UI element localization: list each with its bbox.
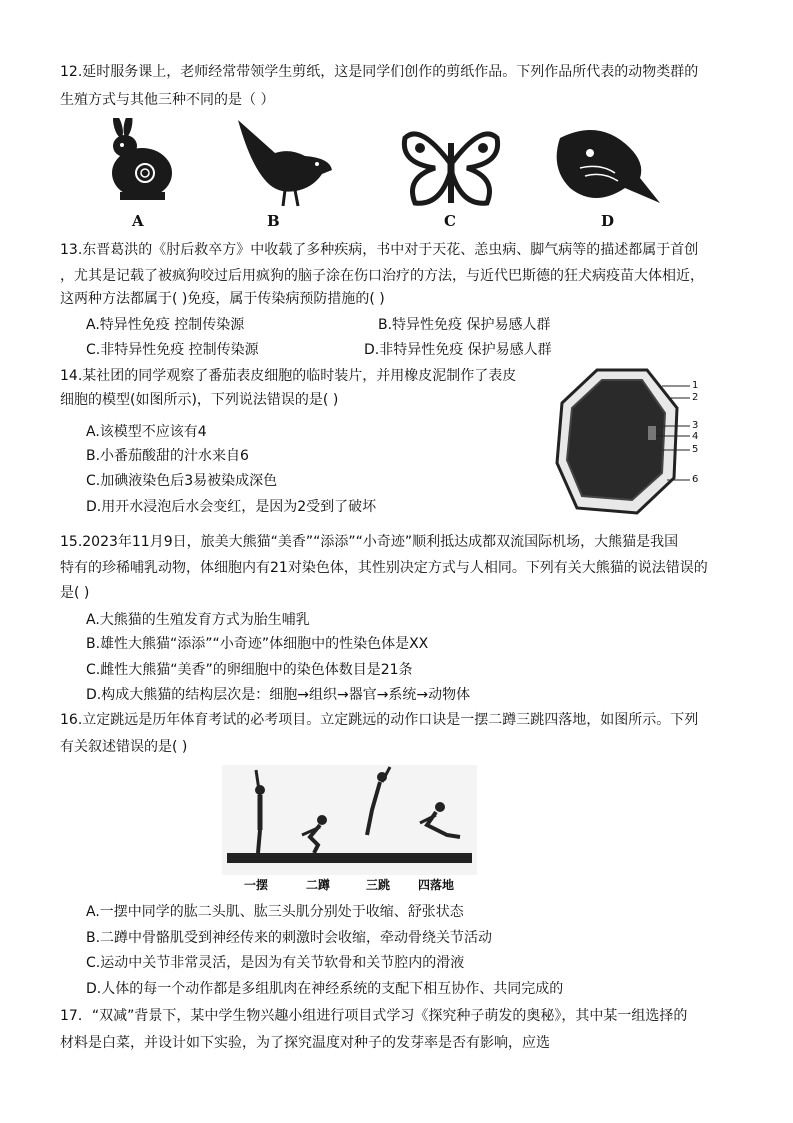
q14-stem-line2: 细胞的模型(如图所示)，下列说法错误的是( ) [60,392,339,408]
q16-stem-line1: 16.立定跳远是历年体育考试的必考项目。立定跳远的动作口诀是一摆二蹲三跳四落地，如图所示。下列 [60,712,699,728]
q12-caption-c: C [444,212,456,230]
q12-stem-line2: 生殖方式与其他三种不同的是（ ） [60,92,275,108]
fish-papercut-icon [557,130,660,203]
q15-option-b: B.雄性大熊猫“添添”“小奇迹”体细胞中的性染色体是XX [86,636,429,652]
q16-step-4-label: 四落地 [418,878,455,892]
q15-option-d: D.构成大熊猫的结构层次是：细胞→组织→器官→系统→动物体 [86,687,471,703]
butterfly-papercut-icon [404,134,497,203]
q15-stem-line3: 是( ) [60,585,90,601]
q14-label-2: 2 [692,392,699,403]
rabbit-papercut-icon [111,118,172,200]
q12-stem-line1: 12.延时服务课上，老师经常带领学生剪纸，这是同学们创作的剪纸作品。下列作品所代表的动物类群的 [60,64,699,80]
q16-stem-line2: 有关叙述错误的是( ) [60,739,188,755]
q14-label-3: 3 [692,420,699,431]
q15-option-a: A.大熊猫的生殖发育方式为胎生哺乳 [86,612,310,628]
q14-label-5: 5 [692,444,699,455]
q12-caption-b: B [267,212,280,230]
q13-stem-line3: 这两种方法都属于( )免疫，属于传染病预防措施的( ) [60,291,385,307]
bird-papercut-icon [238,120,332,206]
q15-stem-line1: 15.2023年11月9日，旅美大熊猫“美香”“添添”“小奇迹”顺利抵达成都双流国际机场，大熊猫是我国 [60,534,679,550]
q14-label-1: 1 [692,380,699,391]
q12-caption-a: A [132,212,144,230]
q14-option-c: C.加碘液染色后3易被染成深色 [86,473,278,489]
q16-standing-jump-figure [222,765,477,875]
q12-papercut-figures [100,118,680,213]
q16-option-c: C.运动中关节非常灵活，是因为有关节软骨和关节腔内的滑液 [86,955,465,971]
q13-stem-line2: ，尤其是记载了被疯狗咬过后用疯狗的脑子涂在伤口治疗的方法，与近代巴斯德的狂犬病疫苗大体相近， [60,268,704,284]
q17-stem-line2: 材料是白菜，并设计如下实验，为了探究温度对种子的发芽率是否有影响，应选 [60,1035,550,1051]
q16-step-3-label: 三跳 [366,878,391,892]
q14-stem-line1: 14.某社团的同学观察了番茄表皮细胞的临时装片，并用橡皮泥制作了表皮 [60,368,517,384]
q13-option-c: C.非特异性免疫 控制传染源 [86,342,259,358]
q14-cell-model-diagram [552,368,707,518]
q16-option-b: B.二蹲中骨骼肌受到神经传来的刺激时会收缩，牵动骨绕关节活动 [86,930,493,946]
q17-stem-line1: 17．“双减”背景下，某中学生物兴趣小组进行项目式学习《探究种子萌发的奥秘》，其中某一组选择的 [60,1008,688,1024]
q13-stem-line1: 13.东晋葛洪的《肘后救卒方》中收载了多种疾病，书中对于天花、恙虫病、脚气病等的描述都属于首创 [60,242,699,258]
q14-option-a: A.该模型不应该有4 [86,424,207,440]
q16-option-a: A.一摆中同学的肱二头肌、肱三头肌分别处于收缩、舒张状态 [86,904,464,920]
q13-option-b: B.特异性免疫 保护易感人群 [378,317,551,333]
q15-option-c: C.雌性大熊猫“美香”的卵细胞中的染色体数目是21条 [86,662,413,678]
q16-option-d: D.人体的每一个动作都是多组肌肉在神经系统的支配下相互协作、共同完成的 [86,981,564,997]
q15-stem-line2: 特有的珍稀哺乳动物，体细胞内有21对染色体，其性别决定方式与人相同。下列有关大熊猫的说法错误的 [60,560,708,576]
q16-step-1-label: 一摆 [244,878,269,892]
q14-option-d: D.用开水浸泡后水会变红，是因为2受到了破坏 [86,499,377,515]
q14-label-4: 4 [692,431,699,442]
q12-caption-d: D [601,212,615,230]
q16-step-2-label: 二蹲 [306,878,331,892]
q13-option-a: A.特异性免疫 控制传染源 [86,317,245,333]
q14-label-6: 6 [692,474,699,485]
q14-option-b: B.小番茄酸甜的汁水来自6 [86,448,249,464]
q13-option-d: D.非特异性免疫 保护易感人群 [364,342,552,358]
